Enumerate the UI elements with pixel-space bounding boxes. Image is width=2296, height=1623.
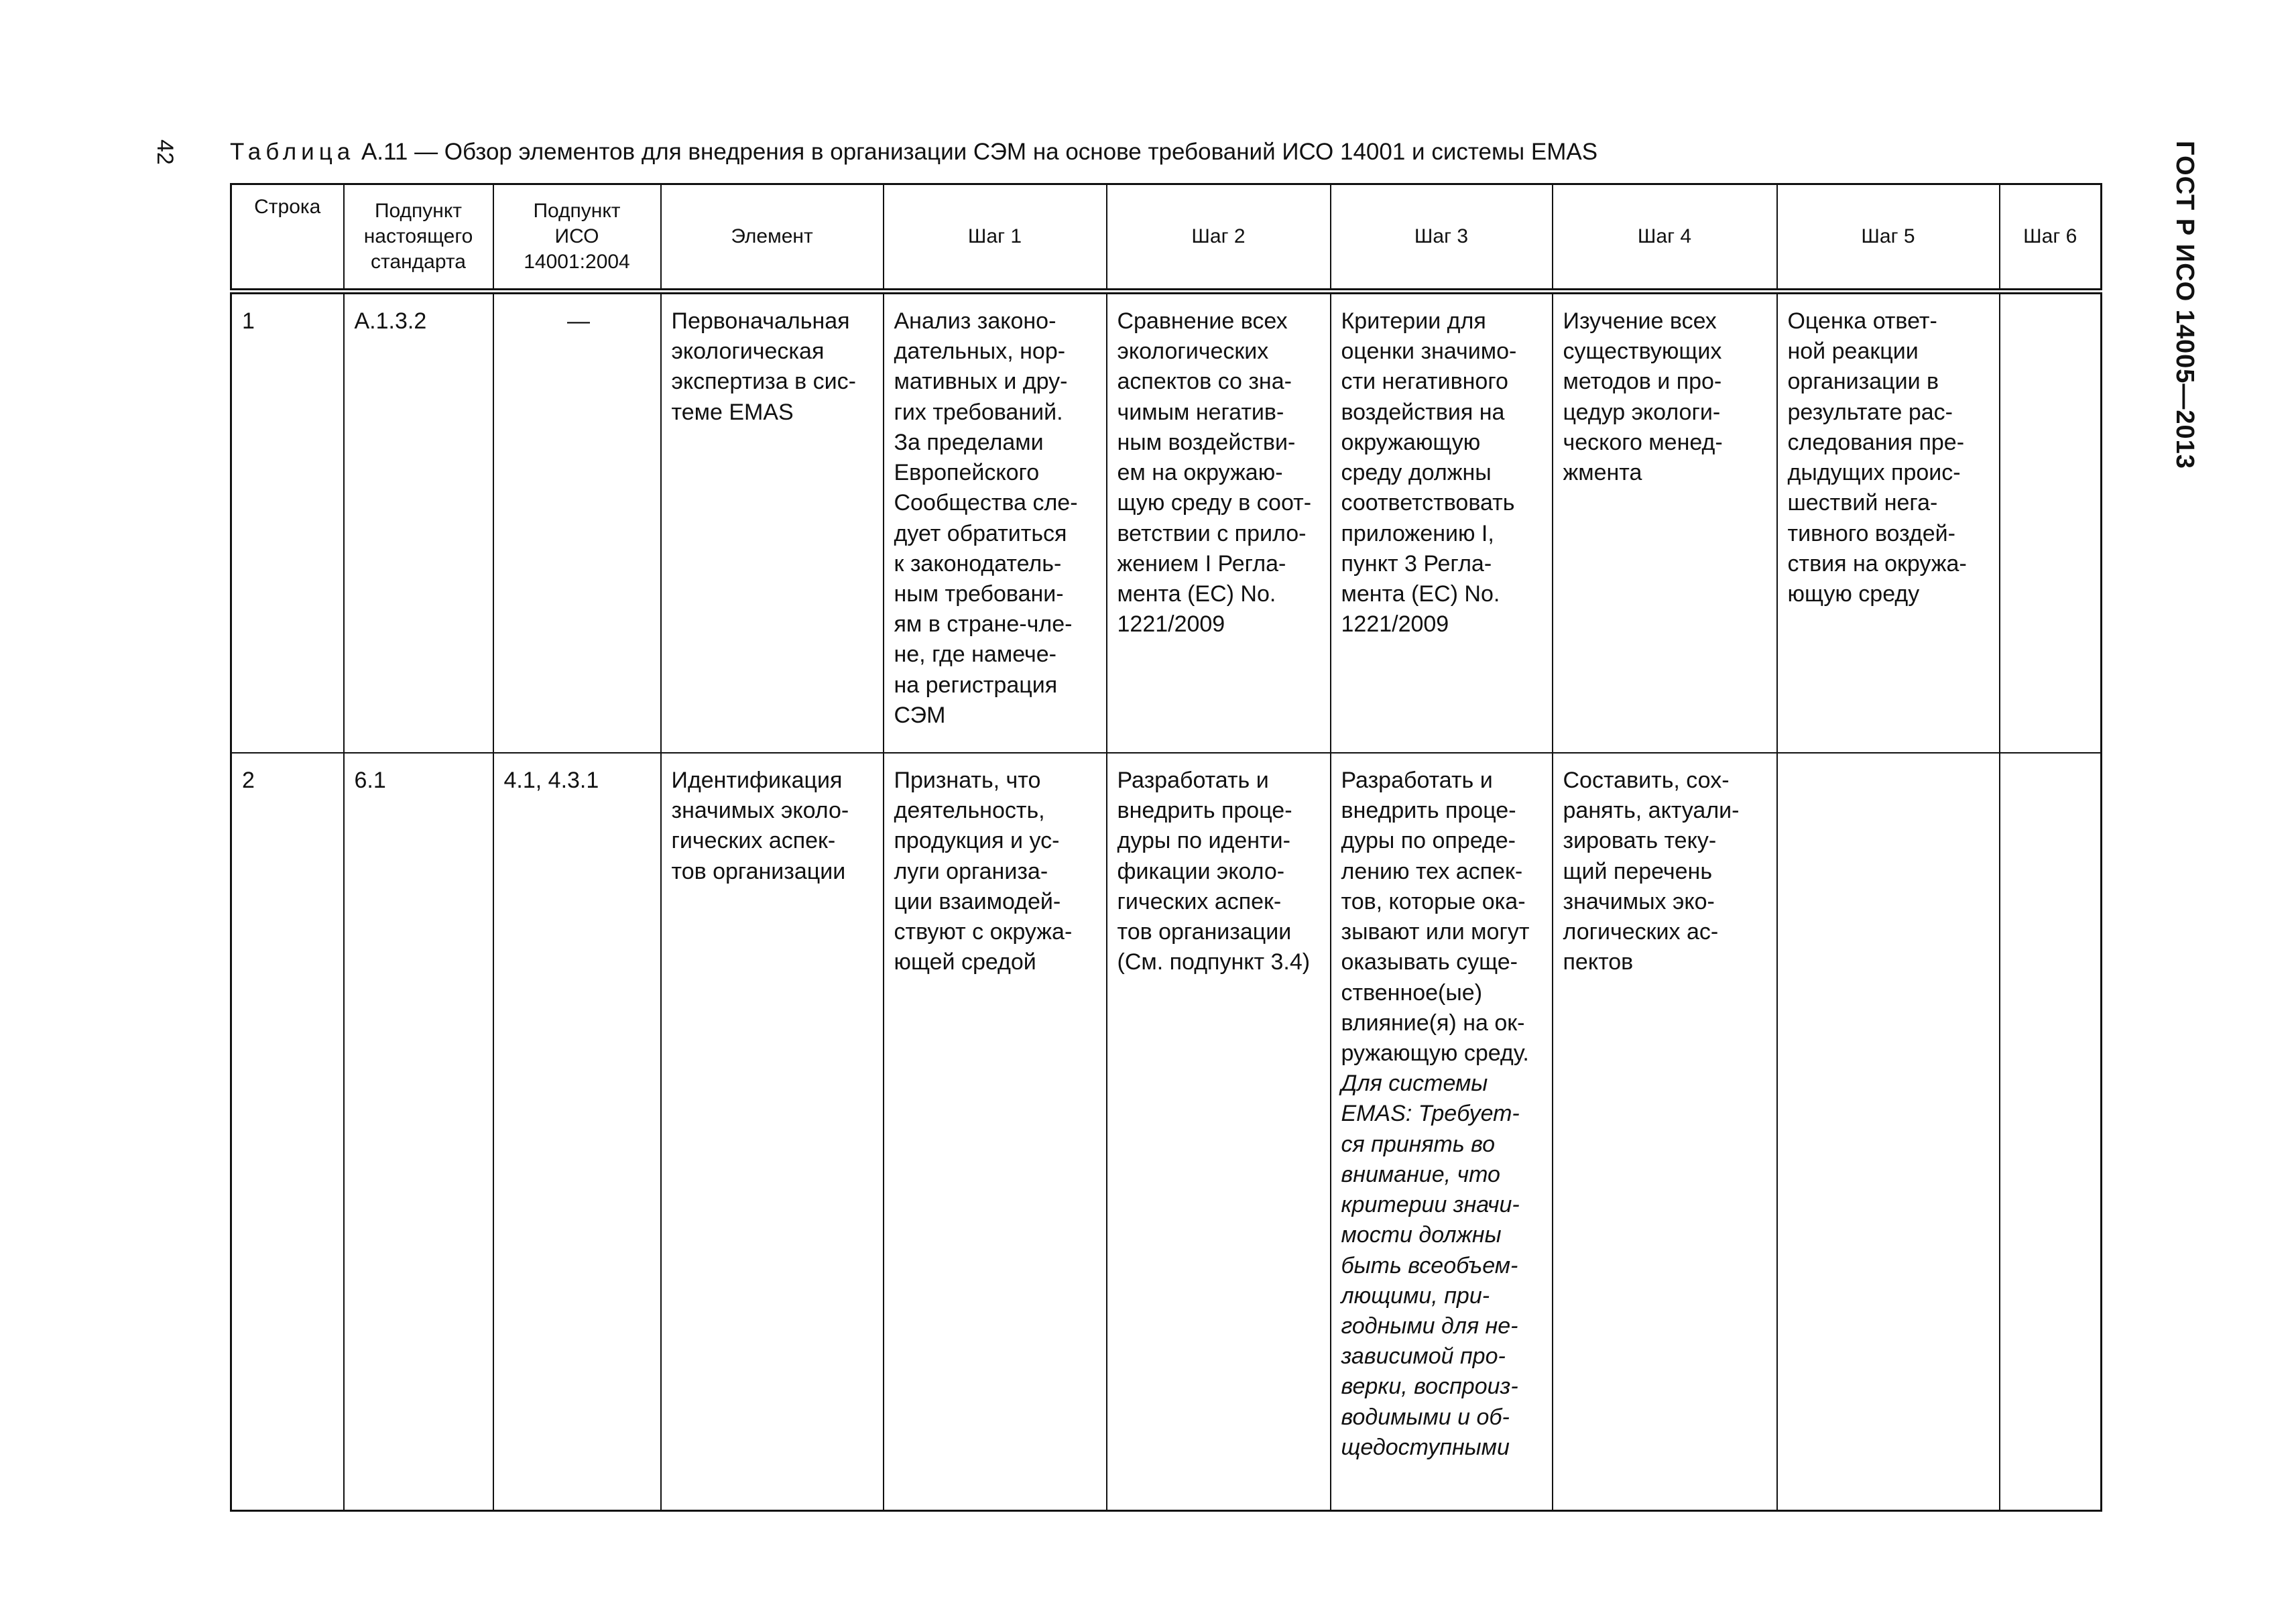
- cell-text-line: дует обратиться: [894, 520, 1067, 546]
- cell-text-line: тивного воздей-: [1787, 520, 1955, 546]
- cell-clause-standard: А.1.3.2: [344, 292, 493, 754]
- cell-text-line: ем на окружаю-: [1117, 460, 1283, 486]
- cell-text-line: экспертиза в сис-: [671, 369, 856, 395]
- cell-text-line: теме EMAS: [671, 399, 794, 425]
- cell-text-line: щедоступными: [1341, 1434, 1510, 1460]
- cell-text-line: критерии значи-: [1341, 1192, 1520, 1218]
- cell-text-line: ной реакции: [1787, 339, 1919, 365]
- cell-text-line: лению тех аспек-: [1341, 858, 1523, 884]
- cell-text-line: внедрить проце-: [1341, 798, 1516, 824]
- cell-element: [661, 292, 884, 754]
- cell-text-line: ческого менед-: [1563, 429, 1723, 455]
- cell-text-line: воздействия на: [1341, 399, 1505, 425]
- step-3-text: [1341, 766, 1545, 1069]
- cell-text-line: фикации эколо-: [1117, 858, 1285, 884]
- cell-text-line: щий перечень: [1563, 858, 1713, 884]
- cell-text-line: гических аспек-: [1117, 888, 1282, 914]
- cell-text-line: зывают или могут: [1341, 919, 1530, 945]
- cell-step-4: [1553, 753, 1777, 1511]
- cell-text-line: среду должны: [1341, 460, 1492, 486]
- cell-text-line: верки, воспроиз-: [1341, 1374, 1518, 1400]
- cell-text-line: луги организа-: [894, 858, 1048, 884]
- cell-step-2: [1107, 753, 1331, 1511]
- cell-text-line: ющую среду: [1787, 581, 1920, 607]
- cell-text-line: методов и про-: [1563, 369, 1722, 395]
- document-code: ГОСТ Р ИСО 14005—2013: [2171, 141, 2199, 469]
- cell-text-line: соответствовать: [1341, 490, 1515, 516]
- cell-text-line: шествий нега-: [1787, 490, 1938, 516]
- cell-text-line: жением I Регла-: [1117, 550, 1286, 577]
- header-step-6: Шаг 6: [2000, 184, 2102, 292]
- cell-text-line: внимание, что: [1341, 1161, 1500, 1187]
- cell-text-line: Сообщества сле-: [894, 490, 1078, 516]
- cell-text-line: дыдущих проис-: [1787, 460, 1961, 486]
- cell-text-line: внедрить проце-: [1117, 798, 1292, 824]
- cell-text-line: цедур экологи-: [1563, 399, 1721, 425]
- cell-step-3: [1331, 753, 1553, 1511]
- cell-text-line: ружающую среду.: [1341, 1040, 1529, 1066]
- overview-table: [230, 183, 2102, 1512]
- cell-text-line: мента (ЕС) No.: [1341, 581, 1500, 607]
- header-step-1: Шаг 1: [884, 184, 1107, 292]
- table-row: [231, 753, 2102, 1511]
- cell-text-line: влияние(я) на ок-: [1341, 1010, 1525, 1036]
- header-clause-standard: [344, 184, 493, 292]
- header-line: настоящего: [363, 225, 473, 247]
- cell-text-line: сти негативного: [1341, 369, 1508, 395]
- step-3-emas-note: [1341, 1069, 1545, 1463]
- cell-text-line: Европейского: [894, 460, 1040, 486]
- cell-text-line: пункт 3 Регла-: [1341, 550, 1492, 577]
- cell-clause-iso: 4.1, 4.3.1: [493, 753, 661, 1511]
- cell-text-line: тов организации: [1117, 919, 1292, 945]
- cell-text-line: Анализ законо-: [894, 308, 1056, 334]
- cell-text-line: EMAS: Требует-: [1341, 1101, 1520, 1127]
- caption-lead: Таблица: [230, 139, 355, 165]
- cell-text-line: к законодатель-: [894, 550, 1062, 577]
- cell-text-line: Сравнение всех: [1117, 308, 1288, 334]
- cell-text-line: организации в: [1787, 369, 1939, 395]
- header-line: Подпункт: [533, 199, 621, 222]
- cell-text-line: лющими, при-: [1341, 1282, 1490, 1309]
- cell-text-line: мости должны: [1341, 1222, 1502, 1248]
- cell-text-line: результате рас-: [1787, 399, 1953, 425]
- cell-text-line: жмента: [1563, 460, 1642, 486]
- cell-text-line: годными для не-: [1341, 1313, 1518, 1339]
- header-step-2: Шаг 2: [1107, 184, 1331, 292]
- cell-text-line: оценки значимо-: [1341, 339, 1517, 365]
- cell-step-6: [2000, 292, 2102, 754]
- cell-text-line: 1221/2009: [1341, 611, 1449, 638]
- cell-step-6: [2000, 753, 2102, 1511]
- cell-text-line: гих требований.: [894, 399, 1063, 425]
- cell-text-line: дательных, нор-: [894, 339, 1066, 365]
- cell-text-line: продукция и ус-: [894, 828, 1060, 854]
- cell-step-1: [884, 292, 1107, 754]
- cell-text-line: ным воздействи-: [1117, 429, 1296, 455]
- cell-text-line: мативных и дру-: [894, 369, 1068, 395]
- caption-text: А.11 — Обзор элементов для внедрения в организации СЭМ на основе требований ИСО 14001 и системы EMAS: [355, 139, 1598, 165]
- cell-text-line: не, где намече-: [894, 642, 1056, 668]
- cell-text-line: приложению I,: [1341, 520, 1494, 546]
- table-row: [231, 292, 2102, 754]
- header-clause-iso: [493, 184, 661, 292]
- page-number: 42: [152, 139, 178, 165]
- cell-text-line: деятельность,: [894, 798, 1045, 824]
- header-line: 14001:2004: [524, 251, 630, 274]
- cell-text-line: ранять, актуали-: [1563, 798, 1740, 824]
- header-step-3: Шаг 3: [1331, 184, 1553, 292]
- cell-text-line: логических ас-: [1563, 919, 1719, 945]
- cell-text-line: ным требовани-: [894, 581, 1064, 607]
- cell-text-line: экологическая: [671, 339, 825, 365]
- cell-text-line: мента (ЕС) No.: [1117, 581, 1276, 607]
- cell-step-2: [1107, 292, 1331, 754]
- cell-text-line: окружающую: [1341, 429, 1481, 455]
- cell-text-line: Для системы: [1341, 1071, 1488, 1097]
- cell-text-line: Изучение всех: [1563, 308, 1717, 334]
- cell-text-line: Критерии для: [1341, 308, 1486, 334]
- cell-text-line: пектов: [1563, 949, 1634, 975]
- header-step-4: Шаг 4: [1553, 184, 1777, 292]
- cell-text-line: Разработать и: [1341, 768, 1493, 793]
- table-header-row: [231, 184, 2102, 292]
- cell-text-line: ся принять во: [1341, 1131, 1496, 1157]
- cell-text-line: значимых эко-: [1563, 888, 1715, 914]
- cell-text-line: оказывать суще-: [1341, 949, 1518, 975]
- cell-text-line: (См. подпункт 3.4): [1117, 949, 1311, 975]
- cell-step-5: [1777, 292, 2000, 754]
- cell-text-line: дуры по опреде-: [1341, 828, 1516, 854]
- cell-element: [661, 753, 884, 1511]
- table-caption: [230, 139, 1597, 166]
- cell-clause-iso: —: [493, 292, 661, 754]
- cell-text-line: следования пре-: [1787, 429, 1965, 455]
- cell-text-line: зависимой про-: [1341, 1343, 1506, 1370]
- header-row-number: Строка: [231, 184, 344, 292]
- cell-text-line: водимыми и об-: [1341, 1404, 1510, 1430]
- cell-text-line: ющей средой: [894, 949, 1036, 975]
- cell-text-line: ции взаимодей-: [894, 888, 1061, 914]
- cell-text-line: тов, которые ока-: [1341, 888, 1526, 914]
- cell-text-line: Признать, что: [894, 768, 1041, 793]
- cell-text-line: гических аспек-: [671, 828, 836, 854]
- cell-text-line: СЭМ: [894, 702, 946, 728]
- cell-text-line: ветствии с прило-: [1117, 520, 1307, 546]
- cell-step-3: [1331, 292, 1553, 754]
- cell-step-4: [1553, 292, 1777, 754]
- cell-text-line: ствуют с окружа-: [894, 919, 1073, 945]
- cell-row-number: 1: [231, 292, 344, 754]
- cell-text-line: дуры по иденти-: [1117, 828, 1290, 854]
- cell-text-line: Оценка ответ-: [1787, 308, 1937, 334]
- cell-text-line: Разработать и: [1117, 768, 1269, 793]
- cell-text-line: тов организации: [671, 858, 846, 884]
- header-line: ИСО: [554, 225, 599, 247]
- cell-text-line: значимых эколо-: [671, 798, 849, 824]
- cell-text-line: аспектов со зна-: [1117, 369, 1292, 395]
- cell-text-line: быть всеобъем-: [1341, 1252, 1518, 1278]
- cell-text-line: Первоначальная: [671, 308, 850, 334]
- cell-row-number: 2: [231, 753, 344, 1511]
- cell-text-line: ям в стране-чле-: [894, 611, 1073, 638]
- cell-text-line: экологических: [1117, 339, 1269, 365]
- header-step-5: Шаг 5: [1777, 184, 2000, 292]
- cell-text-line: ственное(ые): [1341, 979, 1483, 1006]
- header-line: Подпункт: [374, 199, 463, 222]
- cell-step-1: [884, 753, 1107, 1511]
- cell-text-line: на регистрация: [894, 672, 1058, 698]
- cell-text-line: Составить, сох-: [1563, 768, 1730, 793]
- cell-text-line: существующих: [1563, 339, 1722, 365]
- header-element: Элемент: [661, 184, 884, 292]
- cell-text-line: Идентификация: [671, 768, 843, 793]
- cell-text-line: щую среду в соот-: [1117, 490, 1312, 516]
- cell-step-5: [1777, 753, 2000, 1511]
- cell-text-line: 1221/2009: [1117, 611, 1225, 638]
- cell-text-line: чимым негатив-: [1117, 399, 1284, 425]
- header-line: стандарта: [371, 251, 466, 274]
- cell-text-line: зировать теку-: [1563, 828, 1717, 854]
- cell-clause-standard: 6.1: [344, 753, 493, 1511]
- cell-text-line: За пределами: [894, 429, 1044, 455]
- cell-text-line: ствия на окружа-: [1787, 550, 1967, 577]
